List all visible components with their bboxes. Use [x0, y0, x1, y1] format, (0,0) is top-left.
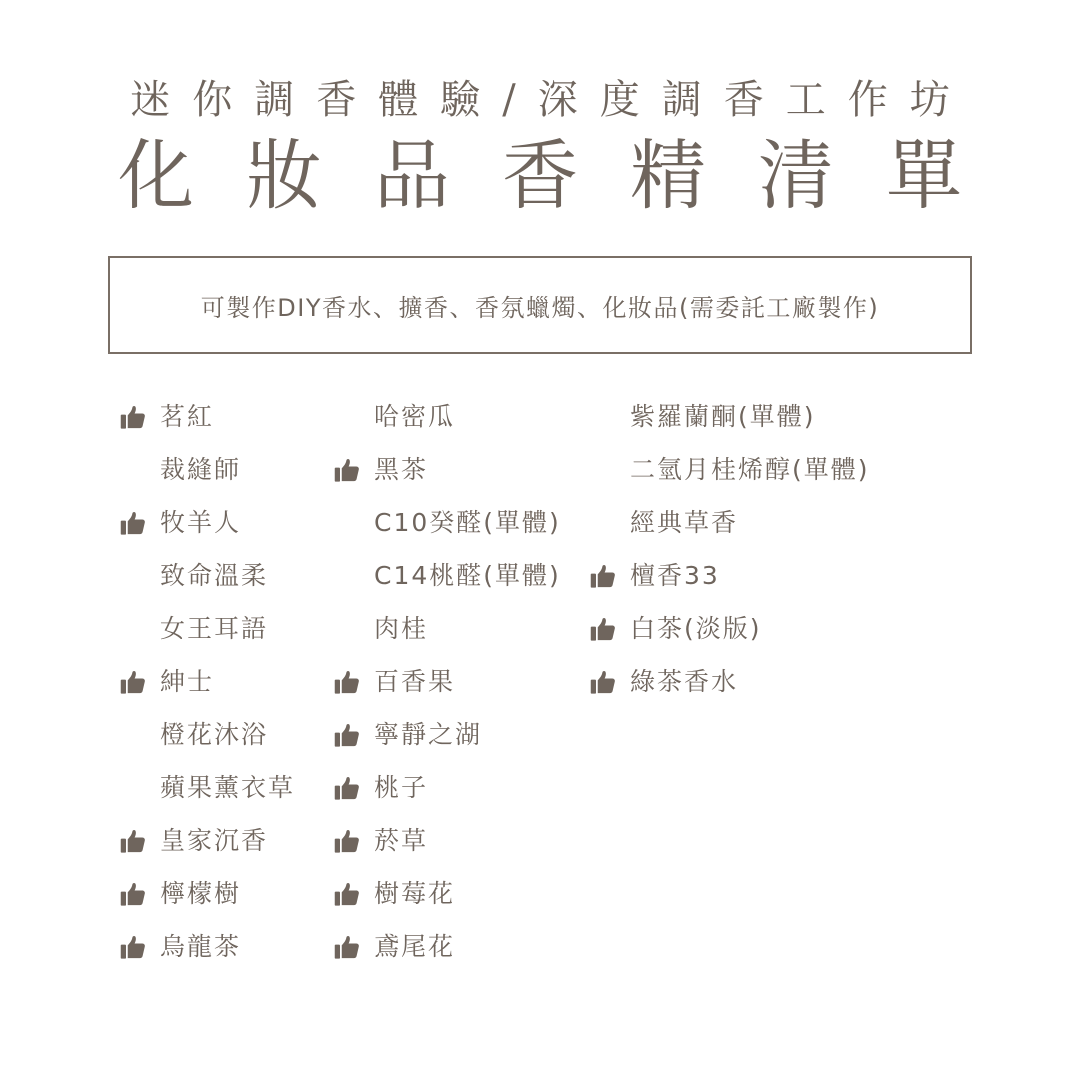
fragrance-name: 紫羅蘭酮(單體) [630, 401, 816, 431]
list-item [118, 761, 295, 814]
thumbs-up-icon [332, 667, 362, 697]
list-item [332, 443, 561, 496]
fragrance-name: 二氫月桂烯醇(單體) [630, 454, 870, 484]
list-item [118, 549, 295, 602]
fragrance-name: 綠茶香水 [630, 666, 739, 696]
list-item [588, 443, 870, 496]
thumbs-up-icon [332, 773, 362, 803]
fragrance-name: 寧靜之湖 [374, 719, 483, 749]
fragrance-column-3 [588, 390, 870, 708]
list-item [332, 655, 561, 708]
fragrance-name: 裁縫師 [160, 454, 242, 484]
thumbs-up-icon [588, 667, 618, 697]
list-item [588, 655, 870, 708]
list-item [332, 708, 561, 761]
list-item [588, 496, 870, 549]
list-item [332, 920, 561, 973]
fragrance-name: 白茶(淡版) [630, 613, 762, 643]
fragrance-name: 菸草 [374, 825, 429, 855]
fragrance-name: 橙花沐浴 [160, 719, 269, 749]
list-item [332, 761, 561, 814]
thumbs-up-icon [118, 402, 148, 432]
list-item [118, 602, 295, 655]
list-item [332, 602, 561, 655]
fragrance-column-2 [332, 390, 561, 973]
subtitle: 迷你調香體驗/深度調香工作坊 [130, 77, 972, 123]
fragrance-name: 蘋果薰衣草 [160, 772, 296, 802]
list-item [588, 390, 870, 443]
list-item [118, 496, 295, 549]
fragrance-name: C14桃醛(單體) [374, 560, 561, 590]
list-item [118, 443, 295, 496]
fragrance-name: 皇家沉香 [160, 825, 269, 855]
thumbs-up-icon [332, 720, 362, 750]
usage-note-box [108, 256, 972, 354]
list-item [118, 867, 295, 920]
list-item [588, 549, 870, 602]
thumbs-up-icon [118, 932, 148, 962]
thumbs-up-icon [588, 561, 618, 591]
fragrance-name: 鳶尾花 [374, 931, 456, 961]
fragrance-column-1 [118, 390, 295, 973]
fragrance-name: 紳士 [160, 666, 215, 696]
thumbs-up-icon [332, 932, 362, 962]
fragrance-name: 烏龍茶 [160, 931, 242, 961]
list-item [332, 549, 561, 602]
thumbs-up-icon [118, 826, 148, 856]
list-item [332, 390, 561, 443]
list-item [332, 814, 561, 867]
fragrance-name: 黑茶 [374, 454, 429, 484]
fragrance-name: 檀香33 [630, 560, 720, 590]
fragrance-name: 檸檬樹 [160, 878, 242, 908]
fragrance-name: 肉桂 [374, 613, 429, 643]
fragrance-name: 百香果 [374, 666, 456, 696]
fragrance-name: C10癸醛(單體) [374, 507, 561, 537]
fragrance-name: 致命溫柔 [160, 560, 269, 590]
list-item [118, 655, 295, 708]
usage-note-text: 可製作DIY香水、擴香、香氛蠟燭、化妝品(需委託工廠製作) [200, 293, 880, 322]
fragrance-name: 女王耳語 [160, 613, 269, 643]
thumbs-up-icon [588, 614, 618, 644]
fragrance-name: 哈密瓜 [374, 401, 456, 431]
thumbs-up-icon [332, 879, 362, 909]
list-item [332, 867, 561, 920]
thumbs-up-icon [332, 455, 362, 485]
thumbs-up-icon [118, 667, 148, 697]
fragrance-name: 茗紅 [160, 401, 215, 431]
fragrance-name: 桃子 [374, 772, 429, 802]
thumbs-up-icon [118, 508, 148, 538]
fragrance-name: 樹莓花 [374, 878, 456, 908]
thumbs-up-icon [118, 879, 148, 909]
list-item [332, 496, 561, 549]
list-item [118, 814, 295, 867]
list-item [588, 602, 870, 655]
list-item [118, 708, 295, 761]
list-item [118, 920, 295, 973]
thumbs-up-icon [332, 826, 362, 856]
page-title: 化妝品香精清單 [118, 131, 1014, 220]
list-item [118, 390, 295, 443]
fragrance-name: 經典草香 [630, 507, 739, 537]
fragrance-name: 牧羊人 [160, 507, 242, 537]
